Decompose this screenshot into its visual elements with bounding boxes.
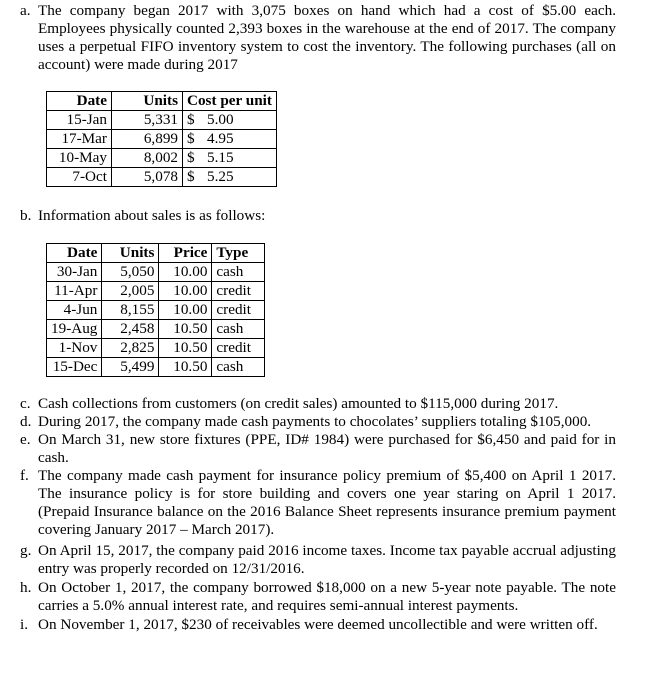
purchases-units: 5,078	[112, 168, 183, 187]
sales-type: credit	[212, 339, 265, 358]
sales-header-units: Units	[102, 244, 159, 263]
item-f	[20, 467, 616, 539]
item-b-label: b.	[20, 207, 32, 224]
sales-price: 10.00	[159, 301, 212, 320]
item-d-text: During 2017, the company made cash payments to chocolates’ suppliers totaling $105,000.	[38, 413, 592, 430]
item-g-text: On April 15, 2017, the company paid 2016 income taxes. Income tax payable accrual adjusting entry was properly recorded on 12/31/2016.	[38, 542, 616, 577]
purchases-header-date: Date	[47, 92, 112, 111]
purchases-header-row	[47, 92, 277, 111]
sales-date: 1-Nov	[47, 339, 102, 358]
sales-price: 10.50	[159, 358, 212, 377]
sales-units: 8,155	[102, 301, 159, 320]
sales-date: 19-Aug	[47, 320, 102, 339]
purchases-date: 15-Jan	[47, 111, 112, 130]
item-h-text: On October 1, 2017, the company borrowed $18,000 on a new 5-year note payable. The note carries a 5.0% annual interest rate, and requires semi-annual interest payments.	[38, 579, 616, 614]
item-g-label: g.	[20, 542, 32, 559]
currency-symbol: $	[187, 111, 195, 128]
sales-price: 10.50	[159, 339, 212, 358]
item-f-label: f.	[20, 467, 29, 484]
sales-type: credit	[212, 282, 265, 301]
sales-row	[47, 358, 265, 377]
purchases-date: 7-Oct	[47, 168, 112, 187]
sales-type: cash	[212, 358, 265, 377]
currency-symbol: $	[187, 168, 195, 185]
currency-symbol: $	[187, 130, 195, 147]
sales-table	[46, 243, 265, 377]
sales-header-type: Type	[212, 244, 265, 263]
purchases-cost: 5.00	[207, 111, 234, 128]
sales-units: 2,825	[102, 339, 159, 358]
sales-row	[47, 339, 265, 358]
sales-type: cash	[212, 263, 265, 282]
sales-date: 30-Jan	[47, 263, 102, 282]
item-i-text: On November 1, 2017, $230 of receivables were deemed uncollectible and were written off.	[38, 616, 598, 633]
sales-row	[47, 301, 265, 320]
purchases-row	[47, 168, 277, 187]
item-h-label: h.	[20, 579, 32, 596]
sales-price: 10.50	[159, 320, 212, 339]
purchases-cost: 4.95	[207, 130, 234, 147]
sales-row	[47, 263, 265, 282]
sales-type: credit	[212, 301, 265, 320]
item-b-text: Information about sales is as follows:	[38, 207, 266, 224]
sales-row	[47, 282, 265, 301]
purchases-table	[46, 91, 277, 187]
item-b	[20, 207, 616, 225]
item-f-text: The company made cash payment for insurance policy premium of $5,400 on April 1 2017. The insurance policy is for store building and covers one year staring on April 1 2017. (Prepaid Insurance balance on the 2016 Balance Sheet represents insurance premium payment covering January 2017 – March 2017).	[38, 467, 616, 538]
sales-units: 5,050	[102, 263, 159, 282]
item-c-label: c.	[20, 395, 31, 412]
currency-symbol: $	[187, 149, 195, 166]
item-c-text: Cash collections from customers (on credit sales) amounted to $115,000 during 2017.	[38, 395, 559, 412]
purchases-date: 17-Mar	[47, 130, 112, 149]
sales-units: 2,005	[102, 282, 159, 301]
purchases-cost: 5.25	[207, 168, 234, 185]
sales-header-price: Price	[159, 244, 212, 263]
sales-date: 11-Apr	[47, 282, 102, 301]
sales-date: 4-Jun	[47, 301, 102, 320]
purchases-units: 5,331	[112, 111, 183, 130]
purchases-date: 10-May	[47, 149, 112, 168]
sales-row	[47, 320, 265, 339]
purchases-cost: 5.15	[207, 149, 234, 166]
sales-units: 2,458	[102, 320, 159, 339]
item-a	[20, 2, 616, 74]
item-e-label: e.	[20, 431, 31, 448]
purchases-row	[47, 130, 277, 149]
purchases-row	[47, 111, 277, 130]
sales-header-date: Date	[47, 244, 102, 263]
purchases-header-cost: Cost per unit	[183, 92, 277, 111]
sales-date: 15-Dec	[47, 358, 102, 377]
item-d	[20, 413, 616, 431]
item-e	[20, 431, 616, 467]
item-h	[20, 579, 616, 615]
purchases-units: 6,899	[112, 130, 183, 149]
item-i	[20, 616, 616, 634]
item-i-label: i.	[20, 616, 29, 633]
sales-header-row	[47, 244, 265, 263]
item-c	[20, 395, 616, 413]
purchases-header-units: Units	[112, 92, 183, 111]
item-d-label: d.	[20, 413, 32, 430]
item-g	[20, 542, 616, 578]
item-a-label: a.	[20, 2, 31, 19]
sales-price: 10.00	[159, 282, 212, 301]
sales-price: 10.00	[159, 263, 212, 282]
sales-units: 5,499	[102, 358, 159, 377]
sales-type: cash	[212, 320, 265, 339]
purchases-units: 8,002	[112, 149, 183, 168]
purchases-row	[47, 149, 277, 168]
item-a-text: The company began 2017 with 3,075 boxes on hand which had a cost of $5.00 each. Employees physically counted 2,393 boxes in the warehouse at the end of 2017. The company uses a perpetual FIFO inventory system to cost the inventory. The following purchases (all on account) were made during 2017	[38, 2, 616, 73]
item-e-text: On March 31, new store fixtures (PPE, ID# 1984) were purchased for $6,450 and paid for in cash.	[38, 431, 616, 466]
